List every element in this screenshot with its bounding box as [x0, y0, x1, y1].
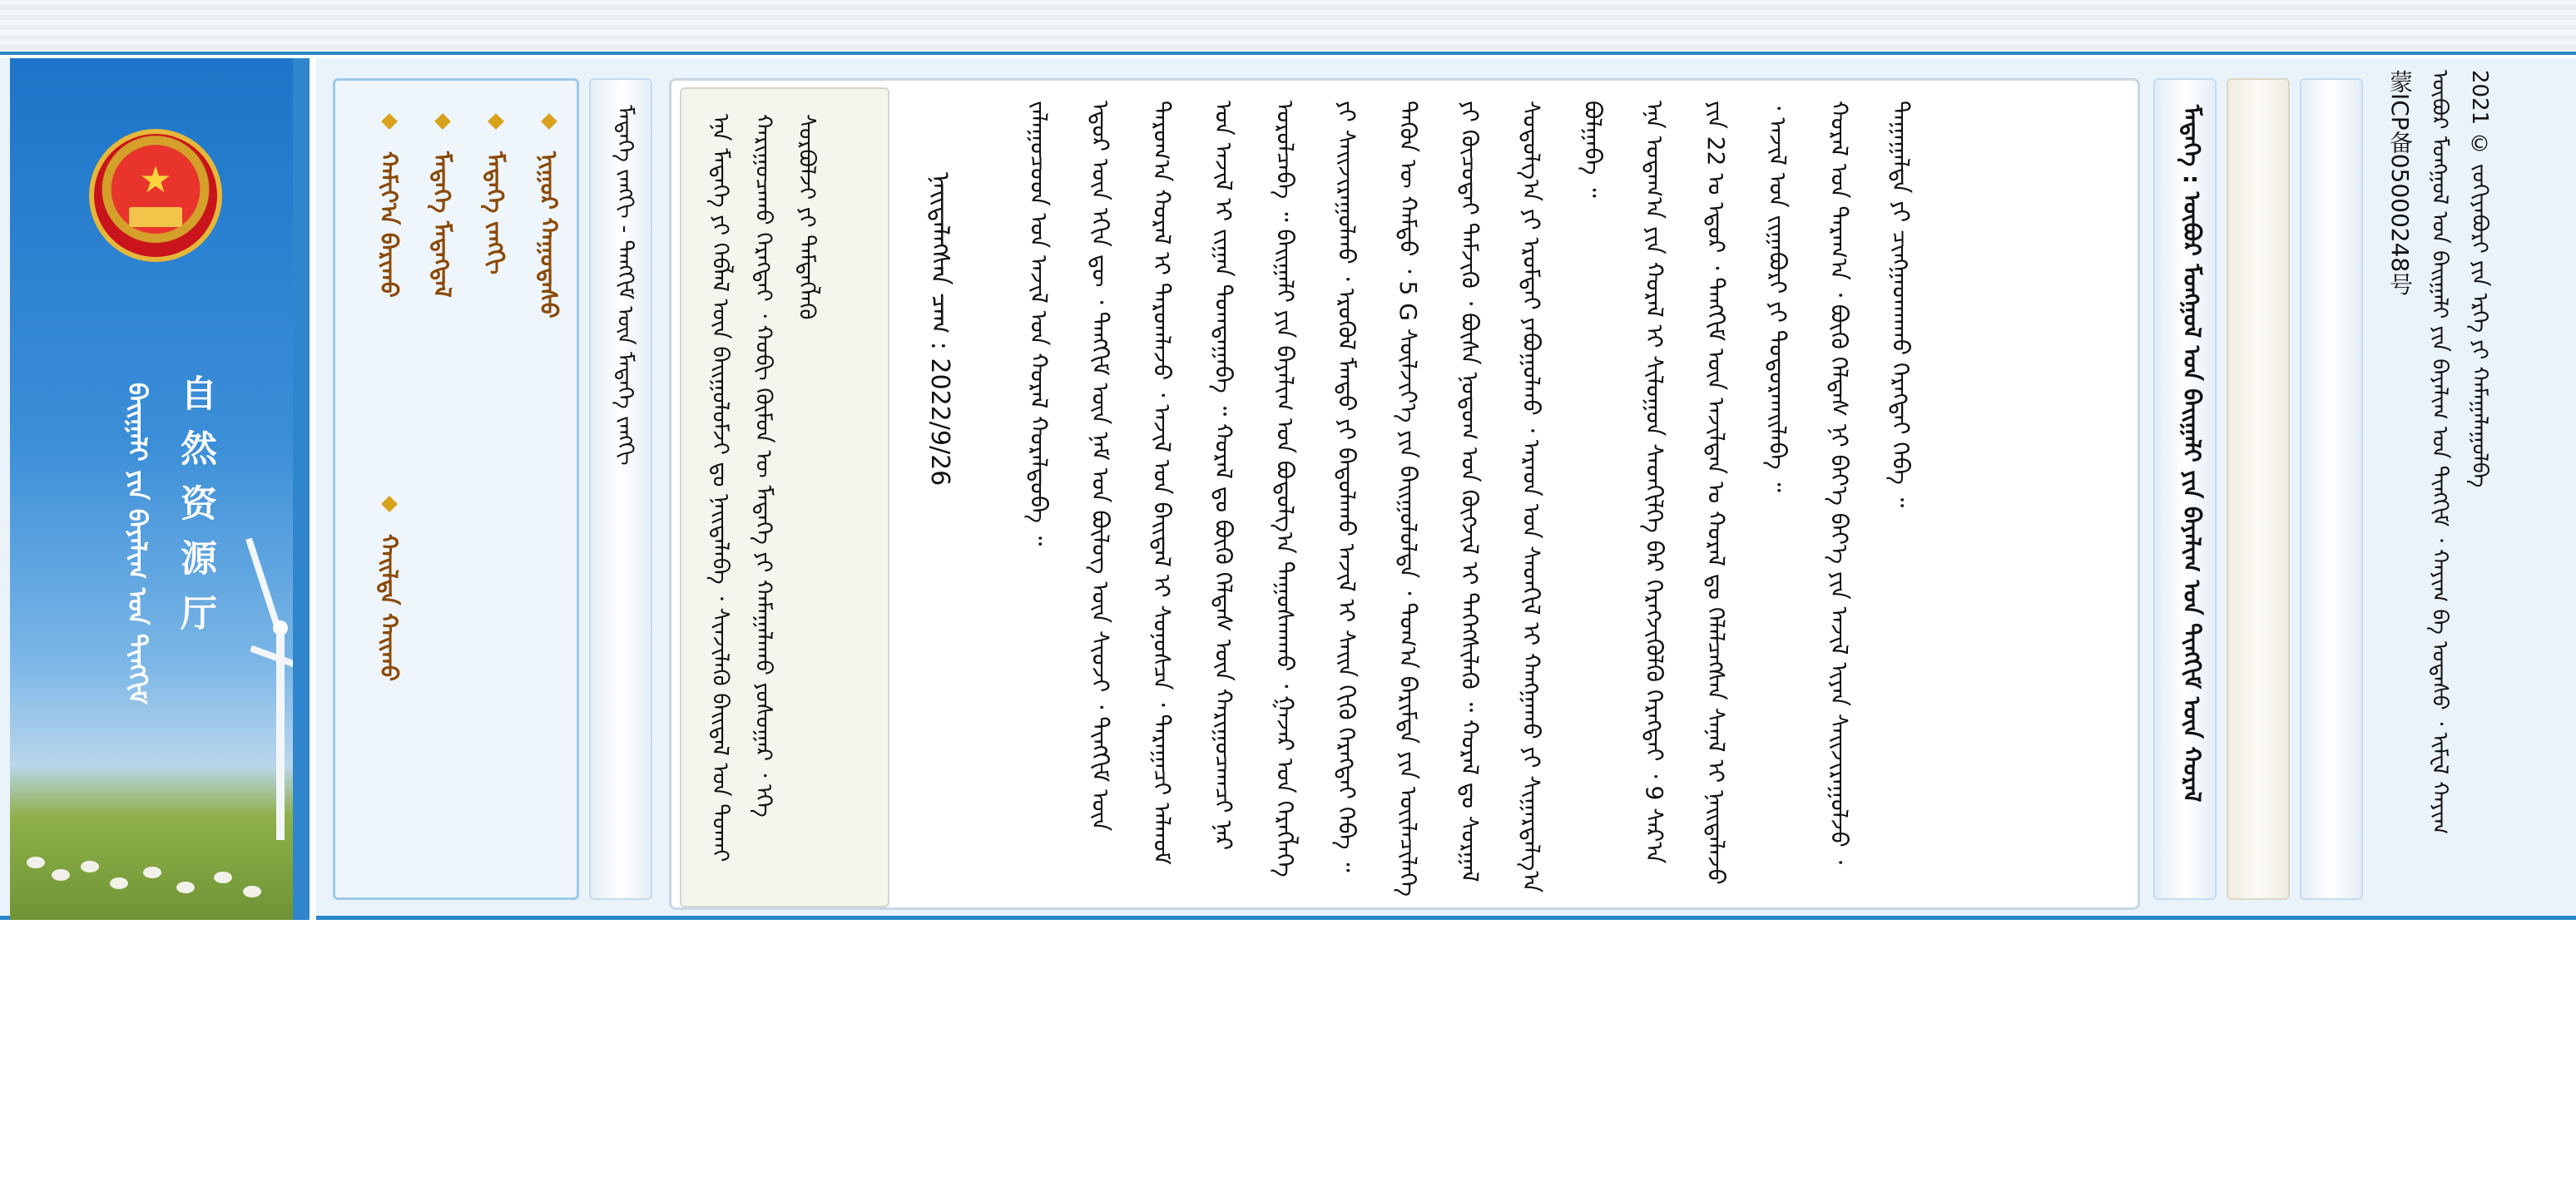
date-label: ᠨᠡᠢᠲᠡᠯᠡᠭᠰᠡᠨ ᠴᠠᠭ : [925, 172, 954, 350]
footer-org: ᠦᠪᠦᠷ ᠮᠤᠩᠭᠤᠯ ᠤᠨ ᠪᠠᠢᠭᠠᠯᠢ ᠶᠢᠨ ᠪᠠᠶᠠᠯᠢᠭ ᠤᠨ ᠲᠢᠩᠬᠢᠮ ᠂ ᠬᠠᠶᠢᠭ ᠪᠠ ᠤᠲᠠᠰᠤ ᠂ ᠢᠮᠸᠯ ᠬᠠᠶᠢᠭ [2427, 70, 2452, 835]
menu-item-news[interactable] [475, 114, 516, 274]
sheep-icon [27, 857, 45, 868]
wind-turbine-icon [245, 537, 280, 626]
wind-turbine-blade [250, 645, 293, 677]
banner-divider-line [310, 58, 316, 920]
article-title: ᠮᠡᠳᠡᠭᠡ : ᠦᠪᠦᠷ ᠮᠤᠩᠭᠤᠯ ᠤᠨ ᠪᠠᠢᠭᠠᠯᠢ ᠶᠢᠨ ᠪᠠᠶᠠᠯᠢᠭ ᠤᠨ ᠲᠢᠩᠬᠢᠮ ᠦᠨ ᠬᠤᠷᠠᠯ [2178, 105, 2206, 803]
menu-item-home[interactable] [528, 114, 569, 319]
national-emblem-icon [89, 129, 222, 262]
bullet-icon [434, 113, 451, 130]
notice-text: ᠡᠨᠡ ᠮᠡᠳᠡᠭᠡ ᠶᠢ ᠬᠡᠪᠯᠡᠯ ᠦᠨ ᠪᠠᠢᠭᠤᠯᠤᠮᠵᠢ ᠳᠤ ᠨᠡᠢᠲᠡᠯᠡᠪᠡ ᠂ ᠰᠢᠨᠵᠢᠯᠡᠬᠦ ᠪᠠᠢᠳᠠᠯ ᠤᠨ ᠲᠤᠬᠠᠢ ᠬᠠᠷᠢᠭᠤᠴᠠᠬᠤ ᠬᠡᠷᠡᠭᠲᠡᠢ ᠂ ᠬᠤᠪᠢ ᠬᠦᠮᠦᠨ ᠦ ᠮᠡᠳᠡᠭᠡ ᠶᠢ ᠬᠠᠮᠠᠭᠠᠯᠠᠬᠤ ᠶᠤᠰᠤᠭᠠᠷ ᠂ ᠡᠬᠡ ᠰᠤᠷᠪᠤᠯᠵᠢ ᠶᠢ ᠲᠡᠮᠳᠡᠭᠯᠡᠬᠦ [707, 114, 820, 862]
article-paragraph: ᠬᠤᠷᠠᠯ ᠤᠨ ᠳᠠᠷᠠᠭ᠎ᠠ ᠂ ᠪᠦᠬᠦ ᠬᠡᠯᠳᠡᠰ ᠨᠢ ᠪᠡᠶ᠎ᠡ ᠪᠡᠶ᠎ᠡ ᠶᠢᠨ ᠠᠵᠢᠯ ᠢᠶᠠᠨ ᠰᠠᠢᠵᠢᠷᠠᠭᠤᠯᠵᠤ ᠂ ᠳᠠᠭᠠᠭᠠᠯᠲᠠ ᠶᠢ ᠴᠢᠩᠭᠠᠳᠬᠠᠬᠤ ᠬᠡᠷᠡᠭᠲᠡᠢ ᠭᠡᠪᠡ ᠃ [1825, 101, 1915, 865]
gate-icon [129, 207, 182, 227]
article-body [1008, 101, 2123, 899]
side-menu [333, 78, 579, 900]
menu-item-label: ᠬᠠᠮᠢᠶ᠎ᠠ ᠪᠠᠷᠢᠬᠤ [375, 151, 403, 298]
site-title-mn: ᠪᠠᠢᠭᠠᠯᠢ ᠶᠢᠨ ᠪᠠᠶᠠᠯᠢᠭ ᠤᠨ ᠲᠢᠩᠬᠢᠮ [122, 383, 151, 704]
page-wrapper [0, 58, 2576, 920]
star-icon: ★ [139, 159, 172, 201]
menu-item-label: ᠬᠠᠢᠯᠲᠠ ᠬᠠᠢᠬᠤ [375, 534, 403, 682]
sheep-icon [243, 886, 261, 897]
bullet-icon [381, 496, 398, 512]
menu-item-info[interactable] [422, 114, 463, 298]
publish-date [918, 172, 962, 486]
wind-turbine-pole [276, 632, 285, 840]
sheep-icon [81, 861, 99, 872]
menu-item-label: ᠮᠡᠳᠡᠭᠡ ᠮᠡᠳᠡᠭᠳᠡᠯ [429, 151, 456, 298]
decor-strip-pale [2300, 78, 2363, 900]
bullet-icon [488, 113, 504, 130]
article-paragraph: ᠲᠡᠭᠦᠨ ᠦ ᠬᠠᠮᠲᠤ ᠂ 5 G ᠰᠦᠯᠵᠢᠶ᠎ᠡ ᠶᠢᠨ ᠪᠠᠢᠭᠤᠯᠤᠯᠲᠠ ᠂ ᠲᠣᠭ᠎ᠠ ᠪᠠᠷᠢᠮᠲᠠ ᠶᠢᠨ ᠦᠢᠯᠡᠴᠢᠯᠡᠭᠡ ᠶᠢ ᠬᠦᠴᠦᠲᠡᠢ ᠳᠡᠮᠵᠢᠬᠦ ᠂ ᠪᠦᠰᠡ ᠨᠤᠲᠤᠭ ᠤᠨ ᠬᠦᠭᠵᠢᠯ ᠢ ᠳᠡᠭᠡᠭᠰᠢᠯᠡᠬᠦ ᠃ ᠬᠤᠷᠠᠯ ᠳᠤ ᠰᠤᠷᠭᠠᠯ ᠰᠤᠳᠤᠯᠭ᠎ᠠ ᠶᠢ ᠡᠷᠦᠮᠳᠡᠢ ᠶᠠᠪᠤᠭᠤᠯᠬᠤ ᠂ ᠠᠷᠠᠳ ᠤᠨ ᠰᠡᠳᠬᠢᠯ ᠢ ᠬᠠᠩᠭᠠᠬᠤ ᠶᠢ ᠰᠢᠭᠠᠷᠳᠠᠯᠭ᠎ᠠ ᠪᠤᠯᠭᠠᠪᠠ ᠃ [1395, 101, 1607, 897]
sheep-icon [52, 869, 70, 881]
menu-item-contact[interactable] [369, 114, 409, 298]
icp-number[interactable]: 蒙ICP备05000248号 [2386, 70, 2414, 296]
article-paragraph: ᠡᠨᠡ ᠤᠳᠠᠭ᠎ᠠ ᠶᠢᠨ ᠬᠤᠷᠠᠯ ᠢ ᠰᠢᠯᠤᠭᠤᠨ ᠰᠡᠳᠬᠢᠯᠭᠡ ᠪᠡᠷ ᠬᠡᠷᠡᠭᠵᠢᠭᠦᠯᠬᠦ ᠬᠡᠷᠡᠭᠲᠡᠢ ᠂ 9 ᠰᠠᠷ᠎ᠠ ᠶᠢᠨ 22 ᠤ ᠡᠳᠦᠷ ᠂ ᠲᠡᠩᠬᠢᠮ ᠦᠨ ᠠᠵᠢᠯᠲᠠᠨ ᠤ ᠬᠤᠷᠠᠯ ᠳᠤ ᠬᠡᠯᠡᠯᠴᠡᠭᠰᠡᠨ ᠰᠠᠨᠠᠯ ᠢ ᠨᠡᠢᠲᠡᠯᠡᠵᠦ ᠂ ᠠᠵᠢᠯ ᠤᠨ ᠵᠢᠭᠠᠪᠤᠷᠢ ᠶᠢ ᠲᠤᠳᠤᠷᠬᠠᠢᠯᠠᠪᠠ ᠃ [1641, 101, 1791, 885]
bullet-icon [381, 113, 398, 130]
menu-item-label: ᠮᠡᠳᠡᠭᠡ ᠵᠠᠩᠭᠢ [482, 151, 509, 274]
sheep-icon [214, 872, 232, 883]
article-panel [669, 78, 2140, 910]
breadcrumb [589, 78, 652, 900]
site-title-cn: 自然资源厅 [174, 374, 216, 649]
bullet-icon [541, 113, 557, 130]
top-strip [0, 0, 2576, 55]
footer [2380, 70, 2513, 902]
date-value: 2022/9/26 [925, 358, 954, 487]
sheep-icon [176, 882, 195, 893]
menu-item-search[interactable] [369, 497, 409, 681]
breadcrumb-text[interactable]: ᠮᠡᠳᠡᠭᠡ ᠵᠠᠩᠭᠢ - ᠲᠡᠩᠬᠢᠮ ᠦᠨ ᠮᠡᠳᠡᠭᠡ ᠵᠠᠩᠭᠢ [612, 105, 637, 466]
notice-box [680, 87, 889, 907]
menu-item-label: ᠨᠢᠭᠤᠷ ᠬᠠᠭᠤᠳᠠᠰᠤ [535, 151, 562, 319]
sheep-icon [143, 867, 161, 878]
article-paragraph: ᠡᠳᠦᠷ ᠦᠨ ᠡᠬᠢᠨ ᠳᠦ ᠂ ᠲᠡᠩᠬᠢᠮ ᠦᠨ ᠨᠠᠮ ᠤᠨ ᠪᠦᠯᠦᠭ ᠦᠨ ᠰᠢᠤᠵᠢ ᠂ ᠲᠢᠩᠬᠢᠮ ᠦᠨ ᠳᠠᠷᠤᠭ᠎ᠠ ᠬᠤᠷᠠᠯ ᠢ ᠳᠠᠷᠤᠭᠯᠠᠵᠤ ᠂ ᠠᠵᠢᠯ ᠤᠨ ᠪᠠᠢᠳᠠᠯ ᠢ ᠰᠣᠨᠣᠰᠴᠠ ᠂ ᠳᠠᠷᠠᠭᠠᠴᠢ ᠠᠯᠬᠤᠮ ᠤᠨ ᠠᠵᠢᠯ ᠢ ᠵᠢᠭᠠᠨ ᠲᠣᠭᠲᠠᠭᠠᠪᠠ ᠃ ᠬᠤᠷᠠᠯ ᠳᠤ ᠪᠦᠬᠦ ᠬᠡᠯᠳᠡᠰ ᠦᠨ ᠬᠠᠷᠢᠭᠤᠴᠠᠭᠴᠢ ᠨᠠᠷ ᠣᠷᠣᠯᠴᠠᠪᠠ ᠃ ᠪᠠᠢᠭᠠᠯᠢ ᠶᠢᠨ ᠪᠠᠶᠠᠯᠢᠭ ᠤᠨ ᠪᠤᠳᠤᠯᠭ᠎ᠠ ᠳᠠᠭᠤᠰᠬᠠᠬᠤ ᠂ ᠭᠠᠵᠠᠷ ᠤᠨ ᠬᠡᠷᠡᠭᠯᠡᠭᠡ ᠶᠢ ᠰᠠᠢᠵᠢᠷᠠᠭᠤᠯᠬᠤ ᠂ ᠡᠷᠦᠬᠦᠯ ᠮᠡᠨᠳᠦ ᠶᠢ ᠪᠠᠲᠤᠯᠠᠬᠤ ᠠᠵᠢᠯ ᠢ ᠰᠠᠢᠨ ᠬᠢᠬᠦ ᠬᠡᠷᠡᠭᠲᠡᠢ ᠭᠡᠪᠡ ᠃ [1087, 101, 1360, 877]
article-title-bar [2153, 78, 2217, 900]
footer-copyright: 2021 © ᠵᠤᠬᠢᠶᠠᠪᠤᠷᠢ ᠶᠢᠨ ᠡᠷᠬᠡ ᠶᠢ ᠬᠠᠮᠠᠭᠠᠯᠠᠭᠤᠯᠪᠠ [2467, 70, 2492, 488]
site-banner [10, 58, 293, 920]
article-paragraph: ᠵᠠᠯᠠᠭᠤᠴᠤᠳ ᠤᠨ ᠠᠵᠢᠯ ᠤᠨ ᠬᠤᠷᠠᠯ ᠬᠤᠷᠠᠯᠳᠤᠪᠠ ᠃ [1025, 101, 1053, 546]
decor-strip [2227, 78, 2290, 900]
sheep-icon [110, 877, 128, 889]
